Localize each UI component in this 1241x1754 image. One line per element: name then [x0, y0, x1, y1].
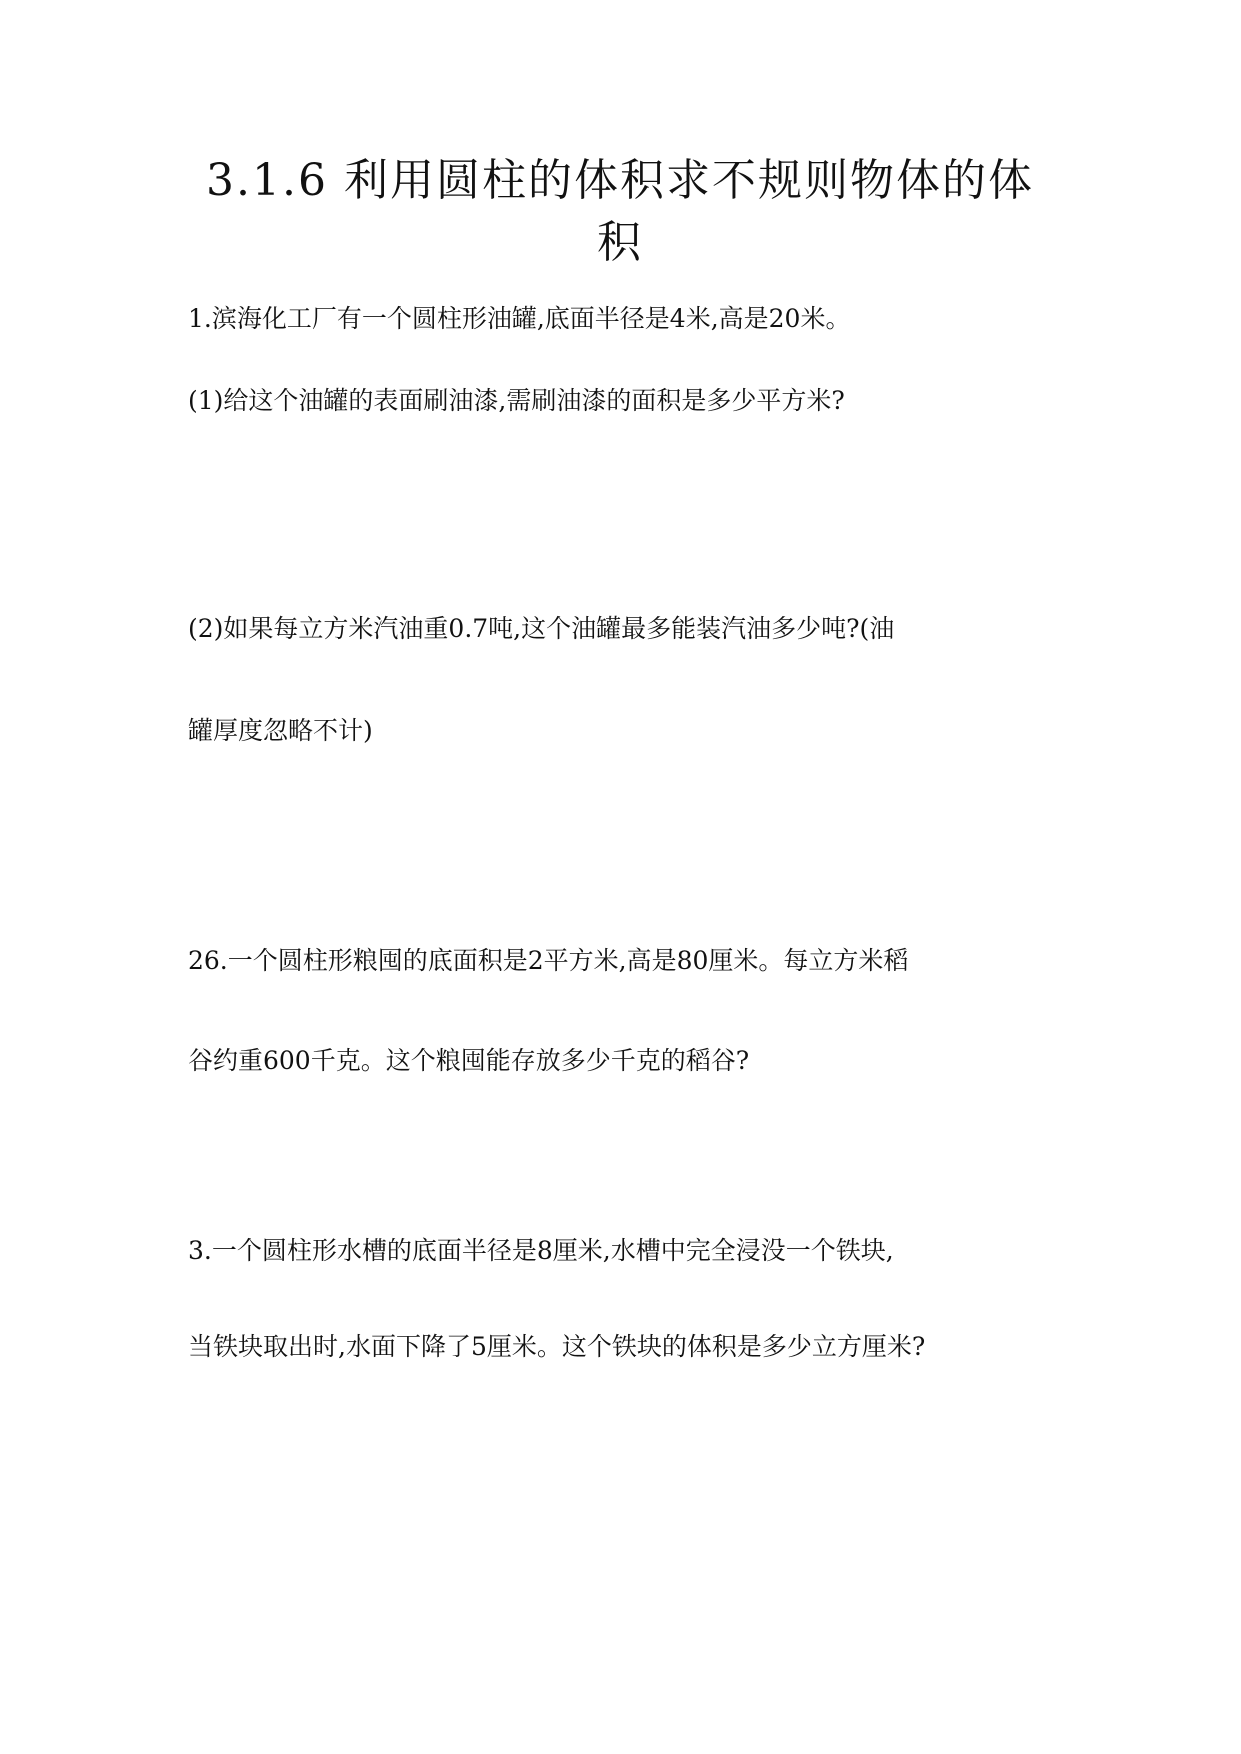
page-title-line-1: 3.1.6 利用圆柱的体积求不规则物体的体: [206, 155, 1034, 206]
question-26-line-2: 谷约重600千克。这个粮囤能存放多少千克的稻谷?: [188, 1046, 750, 1075]
question-3-line-2: 当铁块取出时,水面下降了5厘米。这个铁块的体积是多少立方厘米?: [188, 1332, 926, 1361]
page-title: [150, 150, 1090, 274]
page-title-line-2: 积: [597, 217, 643, 268]
question-3-line-1: 3.一个圆柱形水槽的底面半径是8厘米,水槽中完全浸没一个铁块,: [188, 1236, 894, 1265]
question-1-part-1: (1)给这个油罐的表面刷油漆,需刷油漆的面积是多少平方米?: [188, 386, 845, 415]
question-26-line-1: 26.一个圆柱形粮囤的底面积是2平方米,高是80厘米。每立方米稻: [188, 946, 909, 975]
question-1-intro: 1.滨海化工厂有一个圆柱形油罐,底面半径是4米,高是20米。: [188, 304, 851, 333]
question-1-part-2-line-2: 罐厚度忽略不计): [188, 716, 373, 745]
question-1-part-2-line-1: (2)如果每立方米汽油重0.7吨,这个油罐最多能装汽油多少吨?(油: [188, 614, 895, 643]
